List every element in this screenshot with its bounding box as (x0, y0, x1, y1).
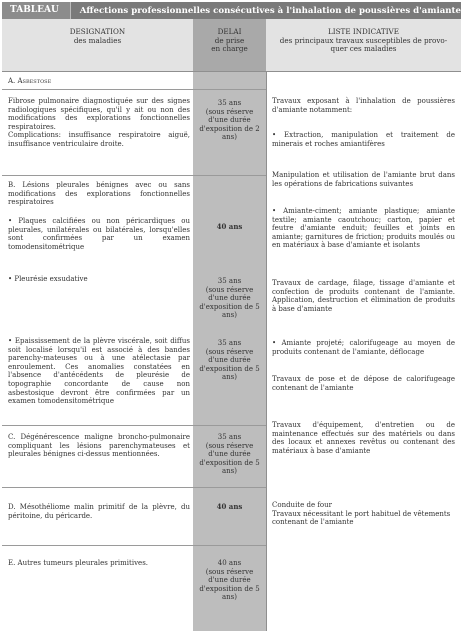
divider (2, 487, 193, 488)
section-b2-text: • Pleurésie exsudative (8, 275, 88, 283)
section-a-complications: Complications: insuffisance respiratoire aiguë, insuffisance ventriculaire droite. (8, 131, 190, 148)
section-a-title: A. Asbestose (8, 77, 52, 85)
divider (193, 175, 266, 176)
section-e-text: E. Autres tumeurs pleurales primitives. (8, 559, 149, 567)
section-b-title: B. Lésions pleurales bénignes avec ou sans modifications des explorations fonctionnelles respiratoires (8, 181, 190, 207)
divider (2, 89, 193, 90)
divider (193, 545, 266, 546)
work-r7: Travaux de pose et de dépose de calorifugeage contenant de l'amiante (272, 375, 455, 392)
table-title-bar (2, 2, 461, 19)
delay-c: 35 ans (sous réserve d'une durée d'exposition de 5 ans) (199, 433, 260, 476)
work-r9: Conduite de four Travaux nécessitant le port habituel de vêtements contenant de l'amiante (272, 501, 451, 527)
section-c-text: C. Dégénérescence maligne broncho-pulmonaire compliquant les lésions parenchymateuses et pleurales bénignes ci-dessus mentionnées. (8, 433, 190, 459)
divider (2, 175, 193, 176)
header-designation: DESIGNATION des maladies (69, 27, 126, 45)
work-r1: Travaux exposant à l'inhalation de poussières d'amiante notamment: (272, 97, 455, 114)
divider (193, 487, 266, 488)
work-r5: Travaux de cardage, filage, tissage d'amiante et confection de produits contenant de l'amiante. Application, destruction et élimination de produits à base d'amiante (272, 279, 455, 313)
work-r8: Travaux d'équipement, d'entretien ou de maintenance effectués sur des matériels ou dans des locaux et annexes revêtus ou contenant des matériaux à base d'amiante (272, 421, 455, 455)
section-a-text: Fibrose pulmonaire diagnostiquée sur des signes radiologiques spécifiques, qu'il y ait ou non des modifications des explorations fonctionnelles respiratoires. (8, 97, 190, 131)
divider (193, 425, 266, 426)
table-header-row (2, 19, 461, 72)
divider (2, 425, 193, 426)
disease-table (2, 19, 461, 631)
divider (193, 89, 266, 90)
work-r6: • Amiante projeté; calorifugeage au moyen de produits contenant de l'amiante, déflocage (272, 339, 455, 356)
work-r4: • Amiante-ciment; amiante plastique; amiante textile; amiante caoutchouc; carton, papier et feutre d'amiante enduit; feuilles et joints en amiante; garnitures de friction; produits moulés ou en matériaux à base d'amiante et isolants (272, 207, 455, 250)
delay-b1: 40 ans (216, 222, 243, 231)
header-delay: DELAI de prise en charge (193, 19, 266, 71)
section-d-text: D. Mésothéliome malin primitif de la plèvre, du péritoine, du péricarde. (8, 503, 190, 520)
work-r2: • Extraction, manipulation et traitement de minerais et roches amiantifères (272, 131, 455, 148)
delay-e: 40 ans (sous réserve d'une durée d'exposition de 5 ans) (199, 559, 260, 602)
table-title: Affections professionnelles consécutives à l'inhalation de poussières d'amiante (79, 5, 461, 16)
delay-d: 40 ans (216, 502, 243, 511)
divider (2, 545, 193, 546)
section-b1-text: • Plaques calcifiées ou non péricardiques ou pleurales, unilatérales ou bilatérales, lorsqu'elles sont confirmées par un examen tomodensitométrique (8, 217, 190, 251)
section-b3-text: • Epaississement de la plèvre viscérale, soit diffus soit localisé lorsqu'il est associé à des bandes parenchy-mateuses ou à une atélectasie par enroulement. Ces anomalies constatées en l'absence d'antécédents de pleurésie de topographie concordante de cause non asbestosique devront être confirmées par un examen tomodensitométrique (8, 337, 190, 406)
header-works: LISTE INDICATIVE des principaux travaux susceptibles de provo- quer ces maladies (279, 27, 448, 54)
delay-a: 35 ans (sous réserve d'une durée d'exposition de 2 ans) (199, 99, 260, 142)
delay-b3: 35 ans (sous réserve d'une durée d'exposition de 5 ans) (199, 339, 260, 382)
delay-b2: 35 ans (sous réserve d'une durée d'exposition de 5 ans) (199, 277, 260, 320)
work-r3: Manipulation et utilisation de l'amiante brut dans les opérations de fabrications suivantes (272, 171, 455, 188)
table-number: TABLEAU (2, 2, 71, 19)
